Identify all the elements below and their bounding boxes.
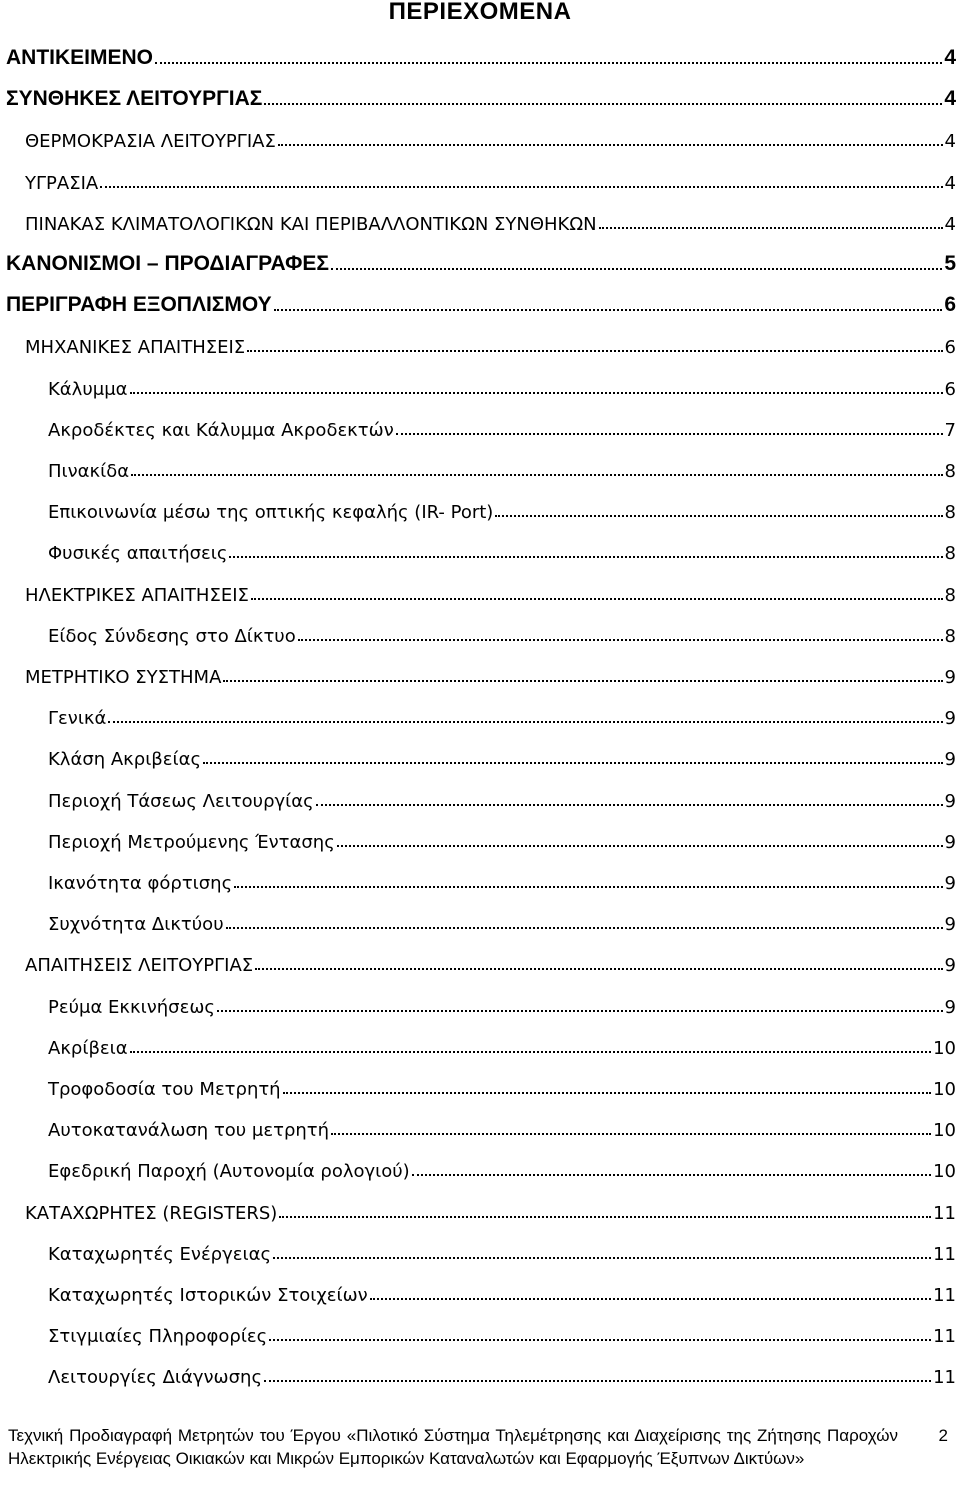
toc-leader-dots bbox=[251, 598, 943, 600]
toc-entry-page: 9 bbox=[944, 708, 956, 730]
toc-entry[interactable] bbox=[0, 370, 960, 400]
toc-entry[interactable] bbox=[0, 617, 960, 647]
toc-entry-label: ΑΠΑΙΤΗΣΕΙΣ ΛΕΙΤΟΥΡΓΙΑΣ bbox=[25, 955, 254, 977]
toc-entry[interactable] bbox=[0, 1317, 960, 1347]
toc-entry[interactable] bbox=[0, 988, 960, 1018]
toc-entry-label: ΥΓΡΑΣΙΑ bbox=[25, 172, 99, 194]
toc-entry-label: ΗΛΕΚΤΡΙΚΕΣ ΑΠΑΙΤΗΣΕΙΣ bbox=[25, 584, 249, 606]
toc-entry-page: 4 bbox=[944, 131, 956, 153]
toc-entry-label: Καταχωρητές Ιστορικών Στοιχείων bbox=[48, 1285, 368, 1306]
toc-leader-dots bbox=[130, 392, 943, 394]
toc-entry[interactable] bbox=[0, 534, 960, 564]
toc-entry-page: 11 bbox=[933, 1243, 956, 1265]
toc-entry[interactable] bbox=[0, 1070, 960, 1100]
toc-entry[interactable] bbox=[0, 1358, 960, 1388]
toc-entry-label: Γενικά bbox=[48, 708, 107, 730]
toc-entry-page: 8 bbox=[944, 502, 956, 524]
toc-entry-page: 9 bbox=[944, 667, 956, 688]
toc-leader-dots bbox=[223, 680, 942, 682]
toc-entry[interactable] bbox=[0, 40, 960, 70]
toc-leader-dots bbox=[155, 62, 942, 64]
toc-entry[interactable] bbox=[0, 658, 960, 688]
toc-entry[interactable] bbox=[0, 782, 960, 812]
toc-entry[interactable] bbox=[0, 122, 960, 152]
toc-entry-page: 11 bbox=[933, 1367, 956, 1389]
toc-leader-dots bbox=[131, 474, 942, 476]
toc-entry-page: 9 bbox=[944, 955, 956, 977]
toc-entry-label: ΜΗΧΑΝΙΚΕΣ ΑΠΑΙΤΗΣΕΙΣ bbox=[25, 337, 246, 359]
toc-entry-page: 4 bbox=[944, 87, 956, 111]
toc-leader-dots bbox=[217, 1010, 943, 1012]
toc-leader-dots bbox=[274, 309, 943, 311]
toc-entry-label: Ακροδέκτες και Κάλυμμα Ακροδεκτών bbox=[48, 419, 394, 441]
toc-entry-page: 4 bbox=[944, 213, 956, 235]
toc-entry-label: ΠΕΡΙΓΡΑΦΗ ΕΞΟΠΛΙΣΜΟΥ bbox=[6, 293, 272, 317]
toc-entry-page: 9 bbox=[944, 914, 956, 936]
toc-leader-dots bbox=[100, 186, 942, 188]
toc-entry-label: Τροφοδοσία του Μετρητή bbox=[48, 1079, 281, 1100]
toc-leader-dots bbox=[278, 144, 943, 146]
toc-heading: ΠΕΡΙΕΧΟΜΕΝΑ bbox=[388, 0, 572, 25]
toc-entry-page: 7 bbox=[944, 419, 956, 441]
toc-entry[interactable] bbox=[0, 699, 960, 729]
footer-text: Τεχνική Προδιαγραφή Μετρητών του Έργου «Πιλοτικό Σύστημα Τηλεμέτρησης και Διαχείρισης της Ζήτησης Παροχών Ηλεκτρικής Ενέργειας Οικιακών και Μικρών Εμπορικών Καταναλωτών και Εφαρμογής Έξυπνων Δικτύων» bbox=[8, 1426, 898, 1468]
toc-entry-label: Κλάση Ακριβείας bbox=[48, 749, 202, 771]
toc-entry-page: 6 bbox=[944, 378, 956, 400]
toc-entry-page: 9 bbox=[944, 790, 956, 812]
toc-entry-page: 4 bbox=[944, 46, 956, 69]
toc-entry-page: 8 bbox=[944, 625, 956, 647]
toc-entry-page: 4 bbox=[944, 172, 956, 194]
toc-entry-page: 9 bbox=[944, 749, 956, 771]
footer-page-number: 2 bbox=[938, 1426, 948, 1445]
toc-entry-label: Στιγμιαίες Πληροφορίες bbox=[48, 1326, 268, 1348]
toc-entry[interactable] bbox=[0, 1276, 960, 1306]
toc-leader-dots bbox=[495, 515, 942, 517]
toc-entry-label: Περιοχή Τάσεως Λειτουργίας bbox=[48, 790, 314, 812]
toc-leader-dots bbox=[264, 1380, 931, 1382]
toc-leader-dots bbox=[370, 1298, 931, 1300]
toc-entry-label: Επικοινωνία μέσω της οπτικής κεφαλής (IR- Port) bbox=[48, 502, 494, 524]
toc-entry-page: 10 bbox=[933, 1120, 956, 1142]
toc-entry[interactable] bbox=[0, 328, 960, 358]
toc-entry-page: 10 bbox=[933, 1037, 956, 1059]
toc-leader-dots bbox=[273, 1257, 931, 1259]
toc-entry[interactable] bbox=[0, 246, 960, 276]
toc-entry-label: Φυσικές απαιτήσεις bbox=[48, 543, 228, 565]
toc-entry[interactable] bbox=[0, 493, 960, 523]
toc-leader-dots bbox=[412, 1174, 931, 1176]
toc-entry-label: ΚΑΝΟΝΙΣΜΟΙ – ΠΡΟΔΙΑΓΡΑΦΕΣ bbox=[6, 252, 329, 275]
toc-leader-dots bbox=[264, 103, 942, 105]
toc-entry[interactable] bbox=[0, 823, 960, 853]
toc-entry-label: Αυτοκατανάλωση του μετρητή bbox=[48, 1120, 330, 1142]
toc-entry-page: 10 bbox=[933, 1161, 956, 1183]
toc-entry-label: ΘΕΡΜΟΚΡΑΣΙΑ ΛΕΙΤΟΥΡΓΙΑΣ bbox=[25, 131, 276, 153]
toc-entry-page: 9 bbox=[944, 873, 956, 894]
toc-entry[interactable] bbox=[0, 81, 960, 111]
toc-entry-page: 6 bbox=[944, 293, 956, 317]
toc-entry-label: Ακρίβεια bbox=[48, 1037, 128, 1059]
toc-leader-dots bbox=[234, 886, 942, 888]
toc-entry-page: 11 bbox=[933, 1202, 956, 1224]
toc-entry-label: ΑΝΤΙΚΕΙΜΕΝΟ bbox=[6, 46, 153, 69]
toc-entry[interactable] bbox=[0, 1152, 960, 1182]
toc-entry-label: ΜΕΤΡΗΤΙΚΟ ΣΥΣΤΗΜΑ bbox=[25, 667, 222, 688]
toc-leader-dots bbox=[283, 1092, 932, 1094]
toc-entry-label: Ρεύμα Εκκινήσεως bbox=[48, 996, 215, 1018]
toc-entry-page: 6 bbox=[944, 337, 956, 359]
toc-entry[interactable] bbox=[0, 205, 960, 235]
toc-entry[interactable] bbox=[0, 411, 960, 441]
toc-entry-page: 8 bbox=[944, 461, 956, 482]
toc-entry-page: 5 bbox=[944, 252, 956, 275]
toc-leader-dots bbox=[269, 1339, 931, 1341]
toc-entry-page: 9 bbox=[944, 831, 956, 853]
toc-entry[interactable] bbox=[0, 946, 960, 976]
toc-entry-label: Κάλυμμα bbox=[48, 378, 128, 400]
toc-entry-label: ΚΑΤΑΧΩΡΗΤΕΣ (REGISTERS) bbox=[25, 1202, 278, 1224]
toc-entry-page: 9 bbox=[944, 996, 956, 1018]
toc-entry-label: Καταχωρητές Ενέργειας bbox=[48, 1243, 272, 1265]
toc-entry[interactable] bbox=[0, 740, 960, 770]
toc-entry-label: Λειτουργίες Διάγνωσης bbox=[48, 1367, 263, 1389]
toc-entry-page: 11 bbox=[933, 1285, 956, 1306]
toc-entry-label: Συχνότητα Δικτύου bbox=[48, 914, 224, 936]
toc-entry-label: Είδος Σύνδεσης στο Δίκτυο bbox=[48, 625, 296, 647]
toc-leader-dots bbox=[255, 968, 942, 970]
toc-leader-dots bbox=[599, 227, 943, 229]
toc-entry[interactable] bbox=[0, 1194, 960, 1224]
toc-entry[interactable] bbox=[0, 576, 960, 606]
toc-entry-label: ΣΥΝΘΗΚΕΣ ΛΕΙΤΟΥΡΓΙΑΣ bbox=[6, 87, 263, 111]
toc-entry[interactable] bbox=[0, 164, 960, 194]
toc-entry[interactable] bbox=[0, 452, 960, 482]
toc-leader-dots bbox=[316, 804, 943, 806]
toc-leader-dots bbox=[331, 1133, 931, 1135]
toc-entry[interactable] bbox=[0, 905, 960, 935]
toc-entry-page: 8 bbox=[944, 543, 956, 565]
toc-leader-dots bbox=[337, 845, 943, 847]
toc-entry-label: Πινακίδα bbox=[48, 461, 130, 482]
toc-leader-dots bbox=[396, 433, 943, 435]
toc-entry-page: 8 bbox=[944, 584, 956, 606]
toc-leader-dots bbox=[108, 721, 942, 723]
toc-leader-dots bbox=[331, 268, 942, 270]
toc-entry[interactable] bbox=[0, 1029, 960, 1059]
page-footer bbox=[8, 1424, 952, 1470]
toc-leader-dots bbox=[130, 1051, 931, 1053]
toc-leader-dots bbox=[298, 639, 943, 641]
toc-entry[interactable] bbox=[0, 864, 960, 894]
toc-entry-page: 10 bbox=[933, 1079, 956, 1100]
toc-entry[interactable] bbox=[0, 1111, 960, 1141]
toc-entry[interactable] bbox=[0, 1235, 960, 1265]
toc-leader-dots bbox=[247, 350, 942, 352]
toc-entry[interactable] bbox=[0, 287, 960, 317]
toc-entry-label: ΠΙΝΑΚΑΣ ΚΛΙΜΑΤΟΛΟΓΙΚΩΝ ΚΑΙ ΠΕΡΙΒΑΛΛΟΝΤΙΚΩΝ ΣΥΝΘΗΚΩΝ bbox=[25, 213, 597, 235]
toc-entry-page: 11 bbox=[933, 1326, 956, 1348]
toc-leader-dots bbox=[226, 927, 943, 929]
toc-leader-dots bbox=[229, 556, 942, 558]
toc-entry-label: Περιοχή Μετρούμενης Έντασης bbox=[48, 831, 335, 853]
toc-leader-dots bbox=[279, 1216, 931, 1218]
toc-leader-dots bbox=[203, 762, 943, 764]
toc-entry-label: Εφεδρική Παροχή (Αυτονομία ρολογιού) bbox=[48, 1161, 410, 1183]
toc-entry-label: Ικανότητα φόρτισης bbox=[48, 873, 233, 894]
